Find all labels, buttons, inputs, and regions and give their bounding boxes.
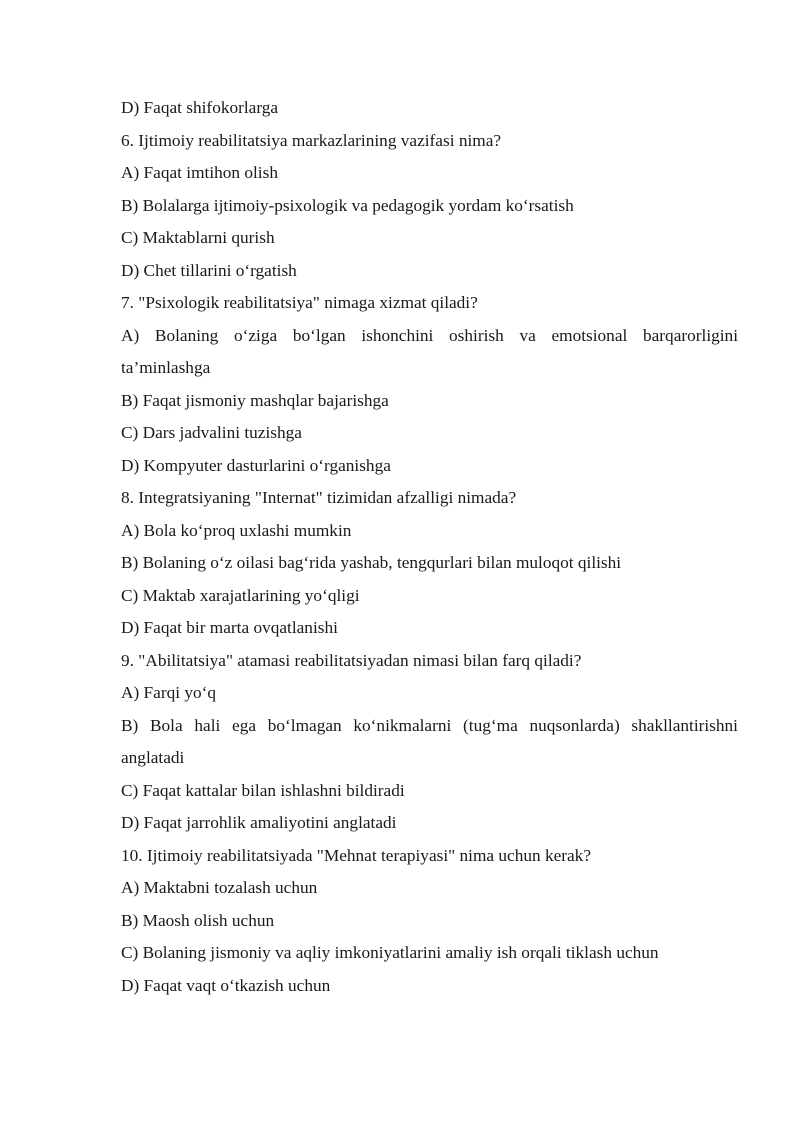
option-c-q9: C) Faqat kattalar bilan ishlashni bildiradi <box>121 780 405 800</box>
option-d-q9: D) Faqat jarrohlik amaliyotini anglatadi <box>121 813 397 832</box>
document-body <box>121 92 738 1002</box>
option-c-q7: C) Dars jadvalini tuzishga <box>121 423 302 442</box>
option-d-q7: D) Kompyuter dasturlarini o‘rganishga <box>121 455 391 475</box>
option-b-q9: B) Bola hali ega bo‘lmagan ko‘nikmalarni (tug‘ma nuqsonlarda) shakllantirishni anglatadi <box>121 715 738 767</box>
option-b-q6: B) Bolalarga ijtimoiy-psixologik va pedagogik yordam ko‘rsatish <box>121 195 574 215</box>
option-d-q8: D) Faqat bir marta ovqatlanishi <box>121 618 338 637</box>
option-d-q5: D) Faqat shifokorlarga <box>121 98 279 117</box>
option-a-q8: A) Bola ko‘proq uxlashi mumkin <box>121 520 352 540</box>
question-10: 10. Ijtimoiy reabilitatsiyada "Mehnat terapiyasi" nima uchun kerak? <box>121 845 591 865</box>
option-b-q10: B) Maosh olish uchun <box>121 910 275 930</box>
option-a-q9: A) Farqi yo‘q <box>121 683 217 702</box>
question-7: 7. "Psixologik reabilitatsiya" nimaga xizmat qiladi? <box>121 293 478 312</box>
option-d-q6: D) Chet tillarini o‘rgatish <box>121 260 297 280</box>
question-6: 6. Ijtimoiy reabilitatsiya markazlarining vazifasi nima? <box>121 130 502 150</box>
option-c-q6: C) Maktablarni qurish <box>121 228 275 247</box>
option-a-q6: A) Faqat imtihon olish <box>121 163 278 182</box>
option-d-q10: D) Faqat vaqt o‘tkazish uchun <box>121 975 331 995</box>
question-9: 9. "Abilitatsiya" atamasi reabilitatsiyadan nimasi bilan farq qiladi? <box>121 650 582 670</box>
option-a-q7: A) Bolaning o‘ziga bo‘lgan ishonchini oshirish va emotsional barqarorligini ta’minlashga <box>121 325 738 377</box>
option-a-q10: A) Maktabni tozalash uchun <box>121 878 318 897</box>
option-c-q8: C) Maktab xarajatlarining yo‘qligi <box>121 585 360 605</box>
question-8: 8. Integratsiyaning "Internat" tizimidan afzalligi nimada? <box>121 488 517 507</box>
option-b-q8: B) Bolaning o‘z oilasi bag‘rida yashab, tengqurlari bilan muloqot qilishi <box>121 553 622 572</box>
option-b-q7: B) Faqat jismoniy mashqlar bajarishga <box>121 390 389 410</box>
option-c-q10: C) Bolaning jismoniy va aqliy imkoniyatlarini amaliy ish orqali tiklash uchun <box>121 943 659 962</box>
